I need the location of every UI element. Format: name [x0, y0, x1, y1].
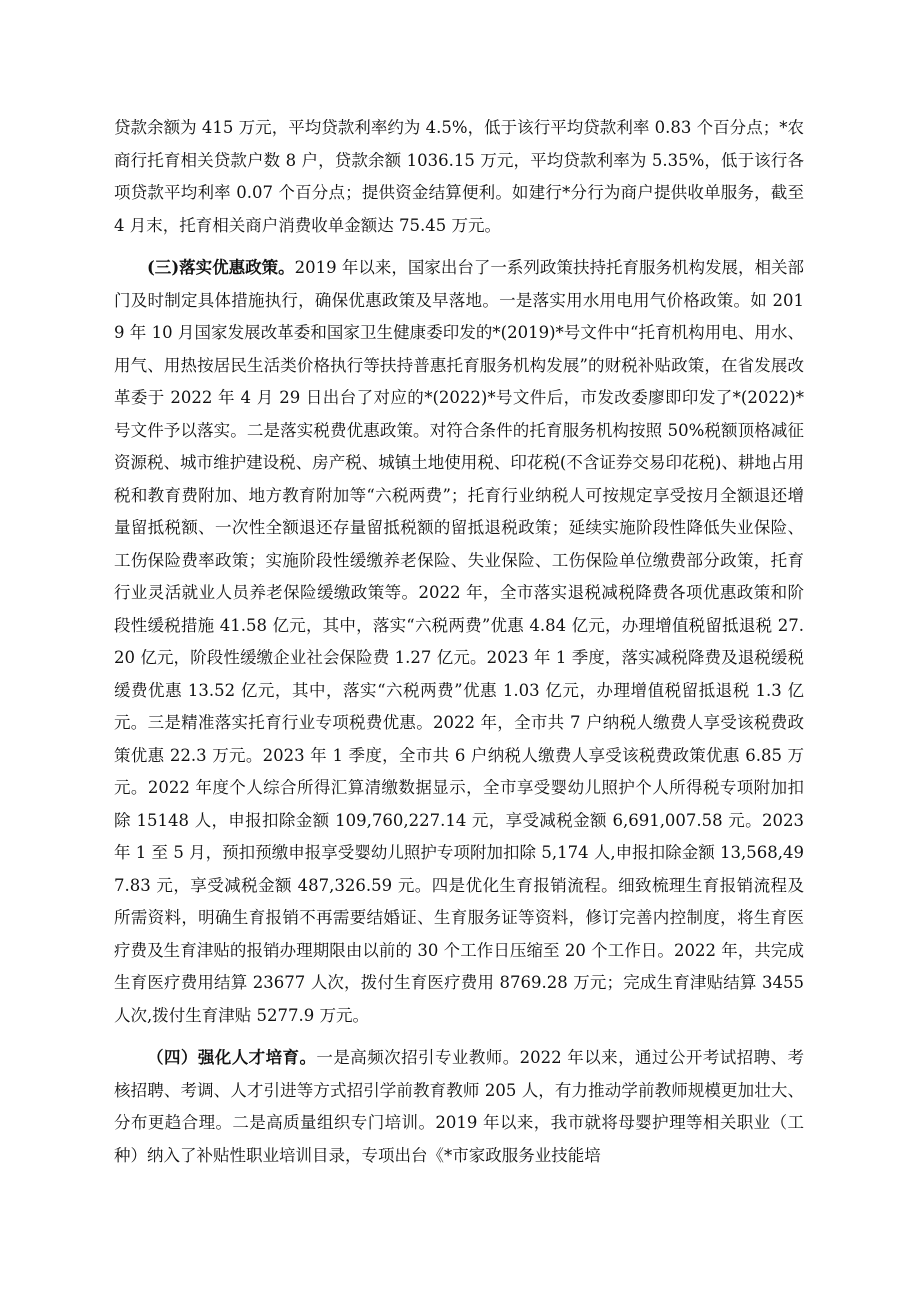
section-heading-3: (三)落实优惠政策。 — [147, 258, 295, 277]
paragraph-preferential-policy — [114, 252, 804, 1032]
paragraph-talent-cultivation — [114, 1042, 804, 1172]
document-body — [114, 112, 804, 1182]
paragraph-text: 贷款余额为 415 万元，平均贷款利率约为 4.5%，低于该行平均贷款利率 0.83 个百分点；*农商行托育相关贷款户数 8 户，贷款余额 1036.15 万元，平均贷款利率为 5.35%，低于该行各项贷款平均利率 0.07 个百分点；提供资金结算便利。如建行*分行为商户提供收单服务，截至 4 月末，托育相关商户消费收单金额达 75.45 万元。 — [114, 118, 804, 235]
section-heading-4: （四）强化人才培育。 — [147, 1048, 317, 1067]
paragraph-text: 2019 年以来，国家出台了一系列政策扶持托育服务机构发展，相关部门及时制定具体措施执行，确保优惠政策及早落地。一是落实用水用电用气价格政策。如 2019 年 10 月国家发展改革委和国家卫生健康委印发的*(2019)*号文件中“托育机构用电、用水、用气、用热按居民生活类价格执行等扶持普惠托育服务机构发展”的财税补贴政策，在省发展改革委于 2022 年 4 月 29 日出台了对应的*(2022)*号文件后，市发改委廖即印发了*(2022)*号文件予以落实。二是落实税费优惠政策。对符合条件的托育服务机构按照 50%税额顶格减征资源税、城市维护建设税、房产税、城镇土地使用税、印花税(不含证券交易印花税)、耕地占用税和教育费附加、地方教育附加等“六税两费”；托育行业纳税人可按规定享受按月全额退还增量留抵税额、一次性全额退还存量留抵税额的留抵退税政策；延续实施阶段性降低失业保险、工伤保险费率政策；实施阶段性缓缴养老保险、失业保险、工伤保险单位缴费部分政策，托育行业灵活就业人员养老保险缓缴政策等。2022 年，全市落实退税减税降费各项优惠政策和阶段性缓税措施 41.58 亿元，其中，落实“六税两费”优惠 4.84 亿元，办理增值税留抵退税 27.20 亿元，阶段性缓缴企业社会保险费 1.27 亿元。2023 年 1 季度，落实减税降费及退税缓税缓费优惠 13.52 亿元，其中，落实“六税两费”优惠 1.03 亿元，办理增值税留抵退税 1.3 亿元。三是精准落实托育行业专项税费优惠。2022 年，全市共 7 户纳税人缴费人享受该税费政策优惠 22.3 万元。2023 年 1 季度，全市共 6 户纳税人缴费人享受该税费政策优惠 6.85 万元。2022 年度个人综合所得汇算清缴数据显示，全市享受婴幼儿照护个人所得税专项附加扣除 15148 人，申报扣除金额 109,760,227.14 元，享受减税金额 6,691,007.58 元。2023 年 1 至 5 月，预扣预缴申报享受婴幼儿照护专项附加扣除 5,174 人,申报扣除金额 13,568,497.83 元，享受减税金额 487,326.59 元。四是优化生育报销流程。细致梳理生育报销流程及所需资料，明确生育报销不再需要结婚证、生育服务证等资料，修订完善内控制度，将生育医疗费及生育津贴的报销办理期限由以前的 30 个工作日压缩至 20 个工作日。2022 年，共完成生育医疗费用结算 23677 人次，拨付生育医疗费用 8769.28 万元；完成生育津贴结算 3455 人次,拨付生育津贴 5277.9 万元。 — [114, 258, 804, 1025]
paragraph-loan-balance — [114, 112, 804, 242]
paragraph-text: 一是高频次招引专业教师。2022 年以来，通过公开考试招聘、考核招聘、考调、人才引进等方式招引学前教育教师 205 人，有力推动学前教师规模更加壮大、分布更趋合理。二是高质量组织专门培训。2019 年以来，我市就将母婴护理等相关职业（工种）纳入了补贴性职业培训目录，专项出台《*市家政服务业技能培 — [114, 1048, 804, 1165]
